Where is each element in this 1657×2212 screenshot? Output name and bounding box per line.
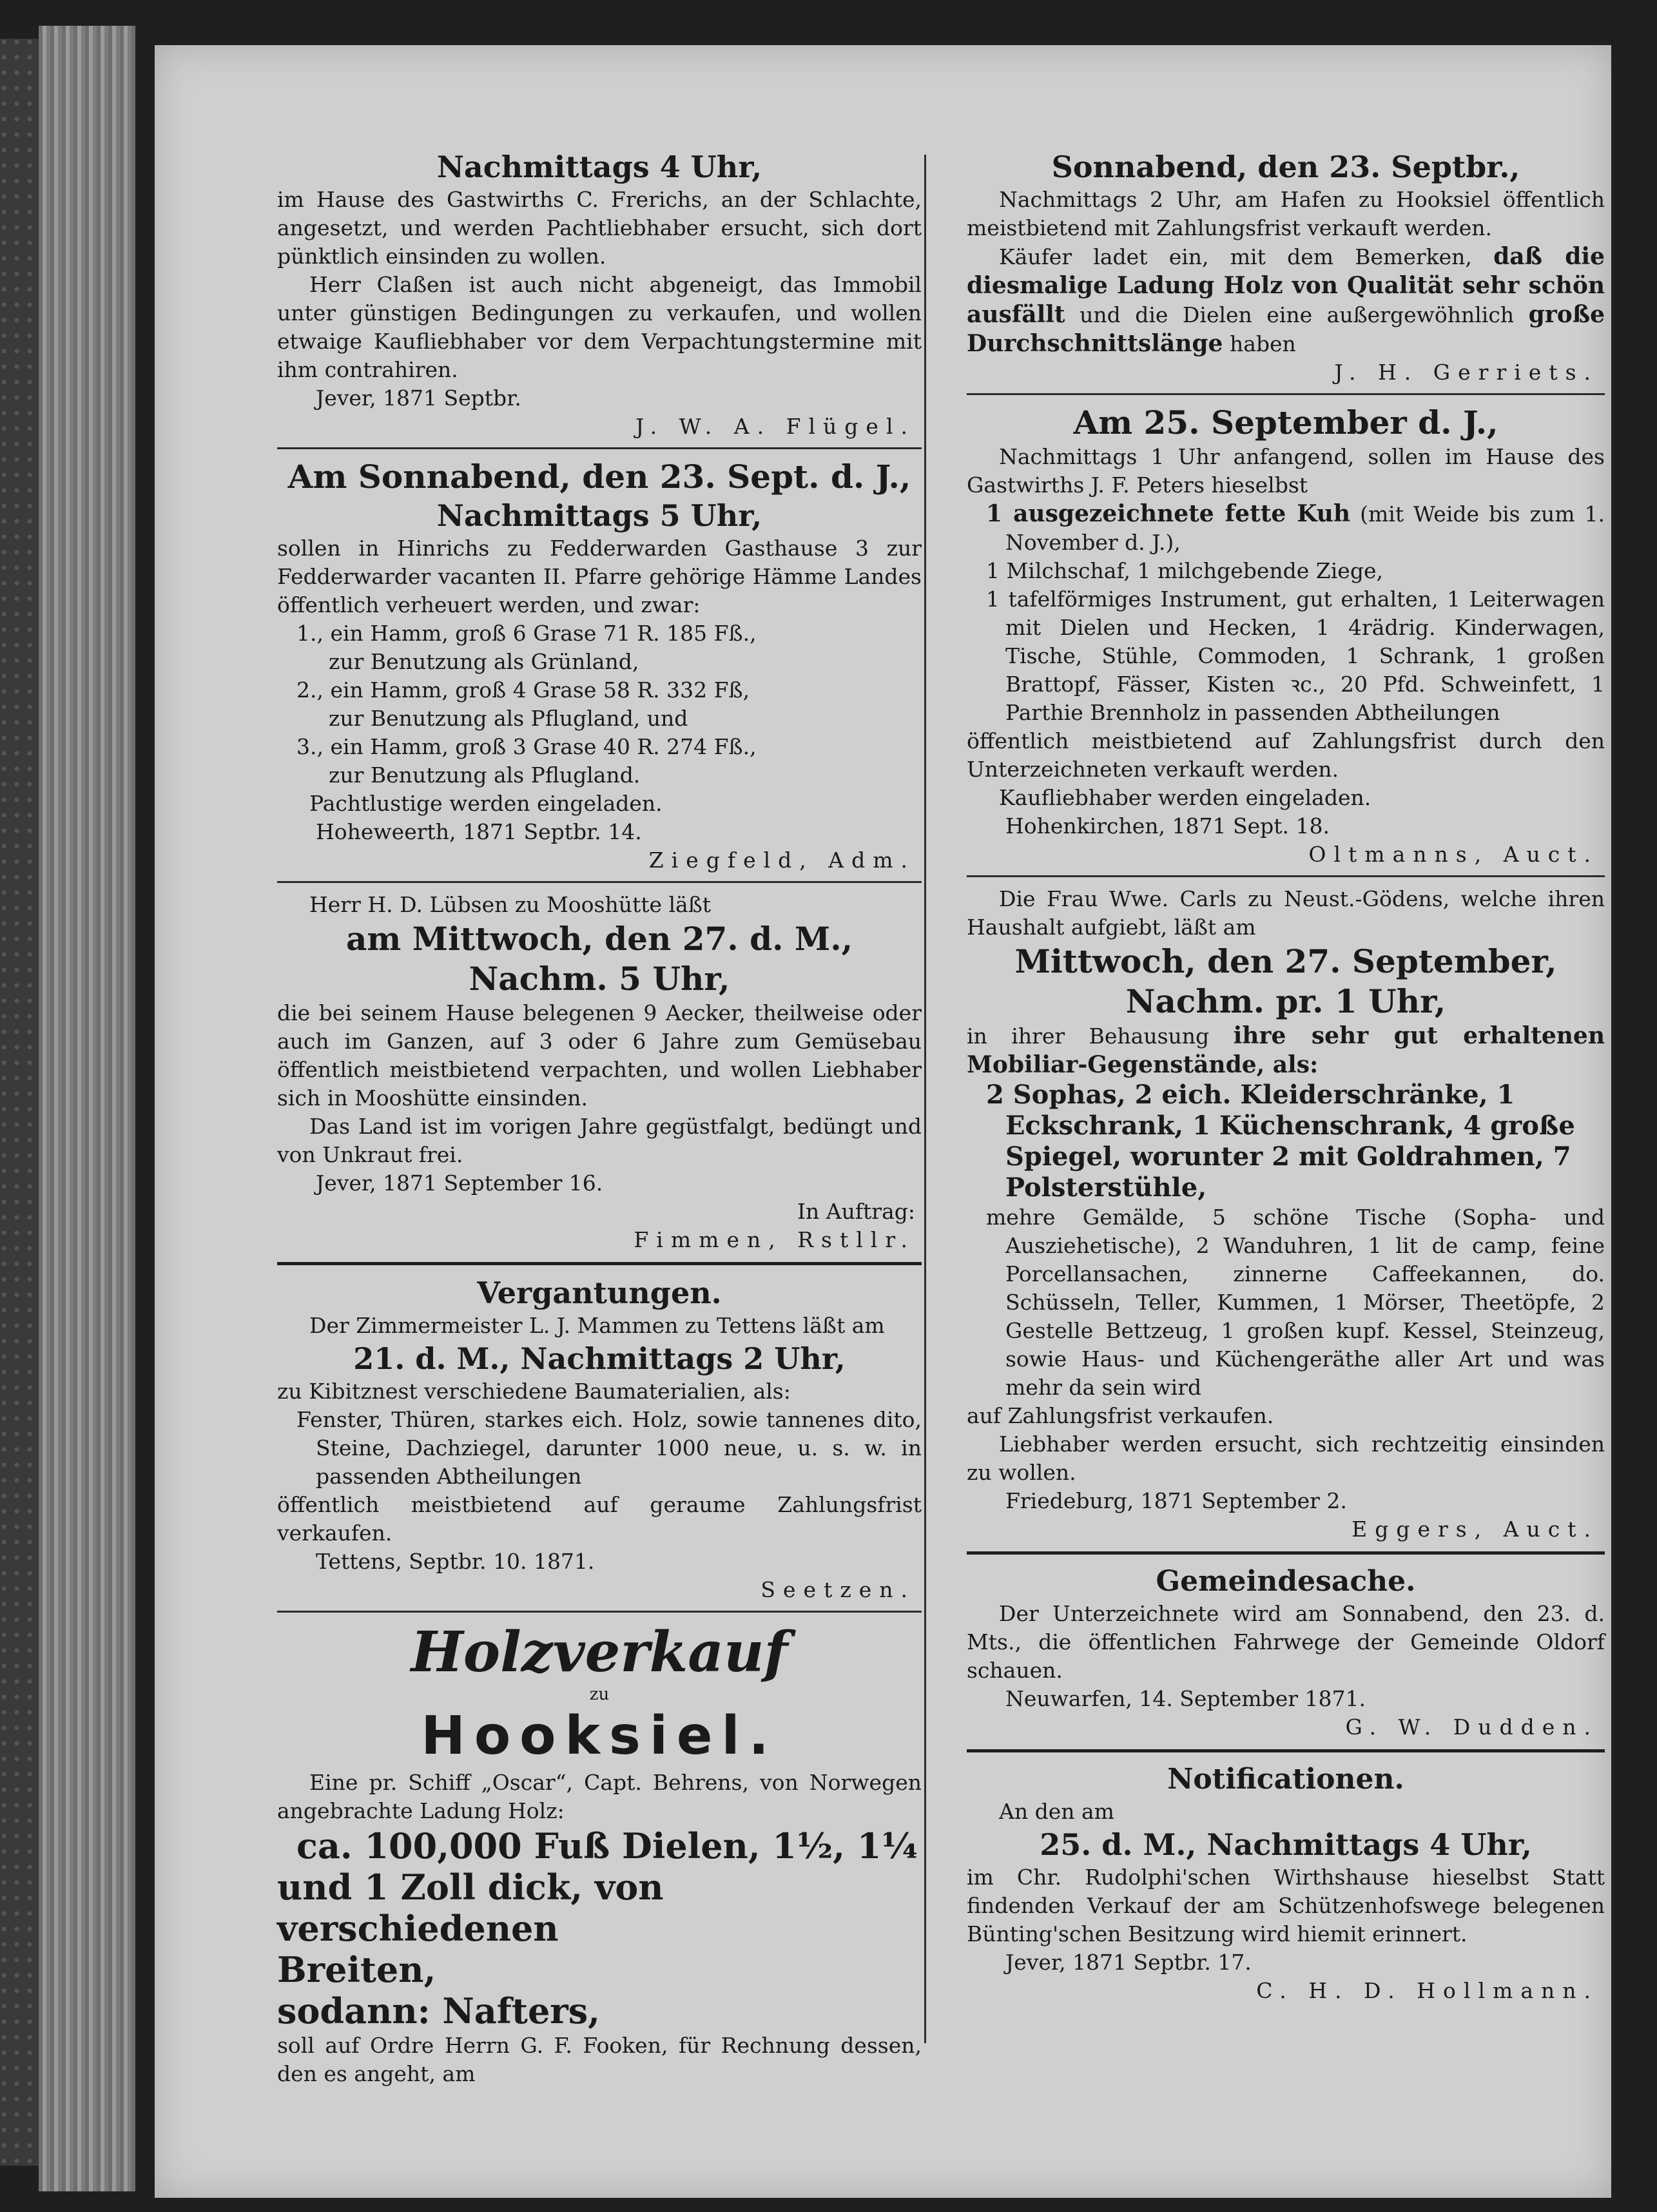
ad-fluegel (277, 148, 922, 441)
ad-gemeindesache (967, 1564, 1605, 1741)
ad-text: Nachmittags 2 Uhr, am Hafen zu Hooksiel öffentlich meistbietend mit Zahlungsfrist verkauft werden. (967, 187, 1605, 240)
ad-text (967, 242, 1605, 358)
ad-peters (967, 403, 1605, 869)
list-item: 3., ein Hamm, groß 3 Grase 40 R. 274 Fß., (296, 734, 757, 759)
right-column (967, 148, 1605, 2005)
ad-text: Liebhaber werden ersucht, sich rechtzeitig einsinden zu wollen. (967, 1431, 1605, 1485)
separator-rule (277, 1262, 922, 1265)
list-item (967, 500, 1605, 557)
separator-rule (967, 1551, 1605, 1555)
place-date: Hoheweerth, 1871 Septbr. 14. (316, 819, 642, 844)
signature: Eggers, Auct. (1352, 1517, 1598, 1542)
ad-gerriets (967, 148, 1605, 387)
signature: Ziegfeld, Adm. (648, 848, 915, 873)
ad-intro: An den am (999, 1799, 1114, 1824)
ad-highlight: ca. 100,000 Fuß Dielen, 1½, 1¼ (296, 1825, 918, 1867)
ad-text: Pachtlustige werden eingeladen. (309, 791, 663, 816)
separator-rule (967, 393, 1605, 395)
text-span: und die Dielen eine außergewöhnlich (1080, 302, 1515, 327)
ad-heading-small: zu (589, 1685, 610, 1704)
ad-text: im Chr. Rudolphi'schen Wirthshause hieselbst Statt findenden Verkauf der am Schützenhofswege belegenen Bünting'schen Besitzung wird hiemit erinnert. (967, 1865, 1605, 1946)
signature: J. H. Gerriets. (1334, 360, 1598, 385)
ad-heading-time: Nachm. pr. 1 Uhr, (1125, 982, 1446, 1020)
place-date: Jever, 1871 Septbr. (316, 385, 521, 411)
text-span: haben (1229, 331, 1296, 356)
ad-highlight: und 1 Zoll dick, von verschiedenen (277, 1867, 664, 1949)
ad-text: öffentlich meistbietend auf geraume Zahlungsfrist verkaufen. (277, 1492, 922, 1546)
place-date: Neuwarfen, 14. September 1871. (1005, 1686, 1366, 1711)
ad-intro: Der Zimmermeister L. J. Mammen zu Tettens läßt am (309, 1313, 885, 1338)
column-divider (924, 155, 926, 2043)
ad-holzverkauf (277, 1620, 922, 2088)
signature: Seetzen. (761, 1577, 915, 1602)
signature: Fimmen, Rstllr. (634, 1227, 915, 1252)
ad-heading: Holzverkauf (411, 1620, 788, 1685)
ad-heading: Am 25. September d. J., (1073, 403, 1498, 441)
left-column (277, 148, 922, 2088)
ad-text: Der Unterzeichnete wird am Sonnabend, den 23. d. Mts., die öffentlichen Fahrwege der Gemeinde Oldorf schauen. (967, 1601, 1605, 1683)
section-heading: Vergantungen. (477, 1276, 722, 1310)
text-span: (mit Weide bis zum 1. November d. J.), (1005, 501, 1605, 555)
ad-heading-time: 25. d. M., Nachmittags 4 Uhr, (1040, 1827, 1532, 1862)
place-date: Jever, 1871 Septbr. 17. (1005, 1950, 1252, 1975)
separator-rule (967, 875, 1605, 877)
ad-text: öffentlich meistbietend auf Zahlungsfrist durch den Unterzeichneten verkauft werden. (967, 728, 1605, 782)
section-heading: Notificationen. (1167, 1763, 1404, 1796)
ad-text: Kaufliebhaber werden eingeladen. (999, 785, 1371, 810)
ad-text: zu Kibitznest verschiedene Baumaterialien, als: (277, 1379, 791, 1404)
list-item: 2., ein Hamm, groß 4 Grase 58 R. 332 Fß, (296, 677, 750, 703)
list-item-detail: zur Benutzung als Pflugland. (329, 762, 641, 788)
ad-list: mehre Gemälde, 5 schöne Tische (Sopha- und Ausziehetische), 2 Wanduhren, 1 lit de camp, feine Porcellansachen, zinnerne Caffeekannen, do. Schüsseln, Teller, Kummen, 1 Mörser, Theetöpfe, 2 Gestelle Bettzeug, 1 großen kupf. Kessel, Steinzeug, sowie Haus- und Küchengeräthe aller Art und was mehr da sein wird (986, 1205, 1605, 1400)
ad-text: sollen in Hinrichs zu Fedderwarden Gasthause 3 zur Fedderwarder vacanten II. Pfarre gehörige Hämme Landes öffentlich verheuert werden, und zwar: (277, 536, 922, 617)
ad-heading: Mittwoch, den 27. September, (1014, 942, 1557, 980)
signature: J. W. A. Flügel. (635, 414, 915, 439)
ad-text: Nachmittags 1 Uhr anfangend, sollen im Hause des Gastwirths J. F. Peters hieselbst (967, 444, 1605, 498)
ad-carls (967, 885, 1605, 1544)
ad-text: Herr Claßen ist auch nicht abgeneigt, das Immobil unter günstigen Bedingungen zu verkaufen, und wollen etwaige Kaufliebhaber vor dem Verpachtungstermine mit ihm contrahiren. (277, 272, 922, 382)
signature: G. W. Dudden. (1345, 1714, 1598, 1740)
ad-heading-time: 21. d. M., Nachmittags 2 Uhr, (353, 1341, 846, 1376)
section-heading: Gemeindesache. (1156, 1565, 1416, 1598)
separator-rule (277, 1611, 922, 1613)
ad-pfarre (277, 457, 922, 875)
list-item: 1 Milchschaf, 1 milchgebende Ziege, (986, 558, 1383, 583)
ad-highlight: Breiten, (277, 1949, 436, 1990)
list-item-detail: zur Benutzung als Grünland, (329, 649, 639, 674)
ad-heading: am Mittwoch, den 27. d. M., (345, 920, 853, 958)
ad-heading: Am Sonnabend, den 23. Sept. d. J., (287, 458, 911, 496)
ad-text: Eine pr. Schiff „Oscar“, Capt. Behrens, von Norwegen angebrachte Ladung Holz: (277, 1770, 922, 1823)
place-date: Tettens, Septbr. 10. 1871. (316, 1549, 595, 1574)
ad-text: im Hause des Gastwirths C. Frerichs, an der Schlachte, angesetzt, und werden Pachtliebhaber ersucht, sich dort pünktlich einsinden zu wollen. (277, 187, 922, 269)
list-item: 1., ein Hamm, groß 6 Grase 71 R. 185 Fß., (296, 621, 757, 646)
text-span: Käufer ladet ein, mit dem Bemerken, (999, 244, 1472, 269)
text-emphasis: daß die diesmalige Ladung Holz von Qualität sehr schön ausfällt (967, 243, 1605, 328)
separator-rule (277, 447, 922, 449)
ad-vergantungen (277, 1274, 922, 1604)
ad-highlight: sodann: Nafters, (277, 1990, 600, 2032)
ad-text: die bei seinem Hause belegenen 9 Aecker, theilweise oder auch im Ganzen, auf 3 oder 6 Jahre zum Gemüsebau öffentlich meistbietend verpachten, und wollen Liebhaber sich in Mooshütte einsinden. (277, 1000, 922, 1111)
place-date: Jever, 1871 September 16. (316, 1170, 603, 1196)
ad-heading-time: Nachmittags 5 Uhr, (436, 498, 762, 533)
text-emphasis: große Durchschnittslänge (967, 301, 1605, 357)
separator-rule (967, 1749, 1605, 1752)
ad-intro: Herr H. D. Lübsen zu Mooshütte läßt (309, 892, 712, 917)
page-stack-edge (39, 26, 135, 2191)
text-emphasis: ihre sehr gut erhaltenen Mobiliar-Gegenstände, als: (967, 1022, 1605, 1078)
ad-heading-place: Hooksiel. (421, 1705, 778, 1767)
in-auftrag: In Auftrag: (797, 1199, 915, 1224)
signature: C. H. D. Hollmann. (1256, 1978, 1598, 2003)
ad-text: soll auf Ordre Herrn G. F. Fooken, für Rechnung dessen, den es angeht, am (277, 2033, 922, 2086)
place-date: Friedeburg, 1871 September 2. (1005, 1488, 1347, 1513)
ad-text: auf Zahlungsfrist verkaufen. (967, 1403, 1274, 1428)
ad-heading: Nachmittags 4 Uhr, (436, 150, 762, 184)
list-item: 1 tafelförmiges Instrument, gut erhalten, 1 Leiterwagen mit Dielen und Hecken, 1 4rädrig. Kinderwagen, Tische, Stühle, Commoden, 1 Schrank, 1 großen Brattopf, Fässer, Kisten ꝛc., 20 Pfd. Schweinfett, 1 Parthie Brennholz in passenden Abtheilungen (986, 587, 1605, 725)
ad-heading: Sonnabend, den 23. Septbr., (1051, 150, 1520, 184)
list-item-detail: zur Benutzung als Pflugland, und (329, 706, 688, 731)
ad-highlight: 2 Sophas, 2 eich. Kleiderschränke, 1 Eckschrank, 1 Küchenschrank, 4 große Spiegel, worunter 2 mit Goldrahmen, 7 Polsterstühle, (986, 1080, 1575, 1203)
ad-intro: Die Frau Wwe. Carls zu Neust.-Gödens, welche ihren Haushalt aufgiebt, läßt am (967, 886, 1605, 940)
ad-notificationen (967, 1761, 1605, 2005)
ad-luebsen (277, 891, 922, 1254)
text-span: in ihrer Behausung (967, 1024, 1210, 1049)
separator-rule (277, 881, 922, 883)
ad-text (967, 1022, 1605, 1080)
text-emphasis: 1 ausgezeichnete fette Kuh (986, 500, 1351, 527)
ad-list: Fenster, Thüren, starkes eich. Holz, sowie tannenes dito, Steine, Dachziegel, darunter 1000 neue, u. s. w. in passenden Abtheilungen (296, 1407, 922, 1489)
place-date: Hohenkirchen, 1871 Sept. 18. (1005, 813, 1330, 839)
signature: Oltmanns, Auct. (1308, 842, 1598, 867)
ad-text: Das Land ist im vorigen Jahre gegüstfalgt, bedüngt und von Unkraut frei. (277, 1114, 922, 1167)
ad-heading-time: Nachm. 5 Uhr, (469, 960, 730, 998)
